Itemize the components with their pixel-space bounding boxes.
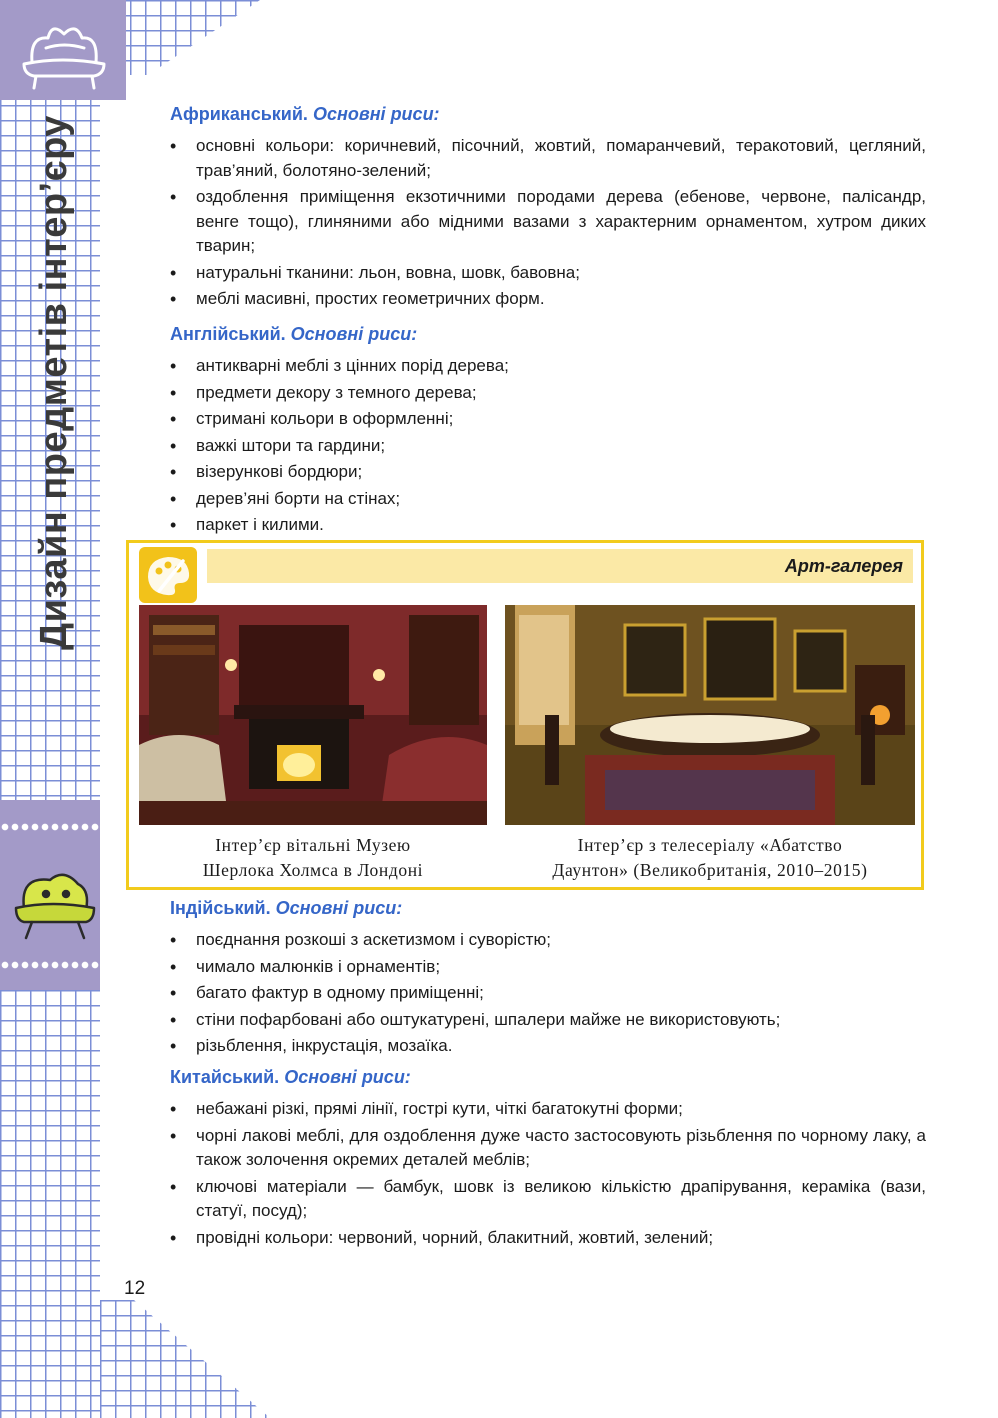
section-heading — [170, 324, 926, 344]
gallery-title: Арт-галерея — [784, 556, 903, 576]
caption-line: Даунтон» (Великобританія, 2010–2015) — [552, 860, 868, 880]
section-subtitle: Основні риси: — [275, 898, 403, 918]
top-sofa-badge — [0, 0, 126, 100]
sherlock-holmes-living-room-photo — [139, 605, 487, 825]
list-item: • основні кольори: коричневий, пісочний, жовтий, помаранчевий, теракотовий, цегляний, трав’яний, болотяно-зелений; — [168, 134, 926, 183]
art-gallery-box — [126, 540, 924, 890]
downton-abbey-dining-room-photo — [505, 605, 915, 825]
list-item: • різьблення, інкрустація, мозаїка. — [168, 1034, 926, 1059]
list-item: • ключові матеріали — бамбук, шовк із великою кількістю драпірування, кераміка (вази, статуї, посуд); — [168, 1175, 926, 1224]
section-name: Африканський. — [170, 104, 308, 124]
page-number: 12 — [124, 1278, 146, 1299]
bullet-list — [168, 354, 926, 538]
section-indian — [168, 898, 926, 1061]
photo-caption — [139, 833, 487, 883]
bullet-list — [168, 134, 926, 312]
list-item: • антикварні меблі з цінних порід дерева; — [168, 354, 926, 379]
list-item: • оздоблення приміщення екзотичними породами дерева (ебенове, червоне, палісандр, венге тощо), глиняними або мідними вазами з характерним орнаментом, хутром диких тварин; — [168, 185, 926, 259]
section-chinese — [168, 1067, 926, 1252]
section-name: Англійський. — [170, 324, 286, 344]
photo-caption — [505, 833, 915, 883]
list-item: • візерункові бордюри; — [168, 460, 926, 485]
mid-purple-band — [0, 800, 100, 990]
section-subtitle: Основні риси: — [284, 1067, 411, 1087]
section-name: Індійський. — [170, 898, 271, 918]
list-item: • чимало малюнків і орнаментів; — [168, 955, 926, 980]
sofa-outline-icon — [0, 0, 126, 100]
dots-row-top — [0, 820, 100, 834]
list-item: • небажані різкі, прямі лінії, гострі кути, чіткі багатокутні форми; — [168, 1097, 926, 1122]
section-name: Китайський. — [170, 1067, 280, 1087]
list-item: • багато фактур в одному приміщенні; — [168, 981, 926, 1006]
list-item: • натуральні тканини: льон, вовна, шовк, бавовна; — [168, 261, 926, 286]
section-english — [168, 324, 926, 540]
list-item: • стіни пофарбовані або оштукатурені, шпалери майже не використовують; — [168, 1008, 926, 1033]
bullet-list — [168, 928, 926, 1059]
section-african — [168, 104, 926, 314]
caption-line: Шерлока Холмса в Лондоні — [202, 860, 424, 880]
section-subtitle: Основні риси: — [290, 324, 418, 344]
dots-row-bottom — [0, 958, 100, 972]
palette-icon — [139, 547, 197, 603]
gallery-title-bar — [207, 549, 913, 583]
list-item: • меблі масивні, простих геометричних форм. — [168, 287, 926, 312]
list-item: • провідні кольори: червоний, чорний, блакитний, жовтий, зелений; — [168, 1226, 926, 1251]
caption-line: Інтер’єр з телесеріалу «Абатство — [577, 835, 843, 855]
caption-line: Інтер’єр вітальні Музею — [215, 835, 411, 855]
section-heading — [170, 1067, 926, 1087]
list-item: • предмети декору з темного дерева; — [168, 381, 926, 406]
bottom-grid-decoration — [100, 1300, 270, 1418]
list-item: • дерев’яні борти на стінах; — [168, 487, 926, 512]
list-item: • паркет і килими. — [168, 513, 926, 538]
sidebar-section-title: Дизайн предметів інтер’єру — [33, 115, 75, 650]
bullet-list — [168, 1097, 926, 1250]
section-heading — [170, 898, 926, 918]
armchair-icon — [2, 850, 102, 950]
section-subtitle: Основні риси: — [312, 104, 440, 124]
list-item: • чорні лакові меблі, для оздоблення дуже часто застосовують різьблення по чорному лаку, а також золочення окремих деталей меблів; — [168, 1124, 926, 1173]
list-item: • стримані кольори в оформленні; — [168, 407, 926, 432]
list-item: • важкі штори та гардини; — [168, 434, 926, 459]
section-heading — [170, 104, 926, 124]
list-item: • поєднання розкоші з аскетизмом і суворістю; — [168, 928, 926, 953]
